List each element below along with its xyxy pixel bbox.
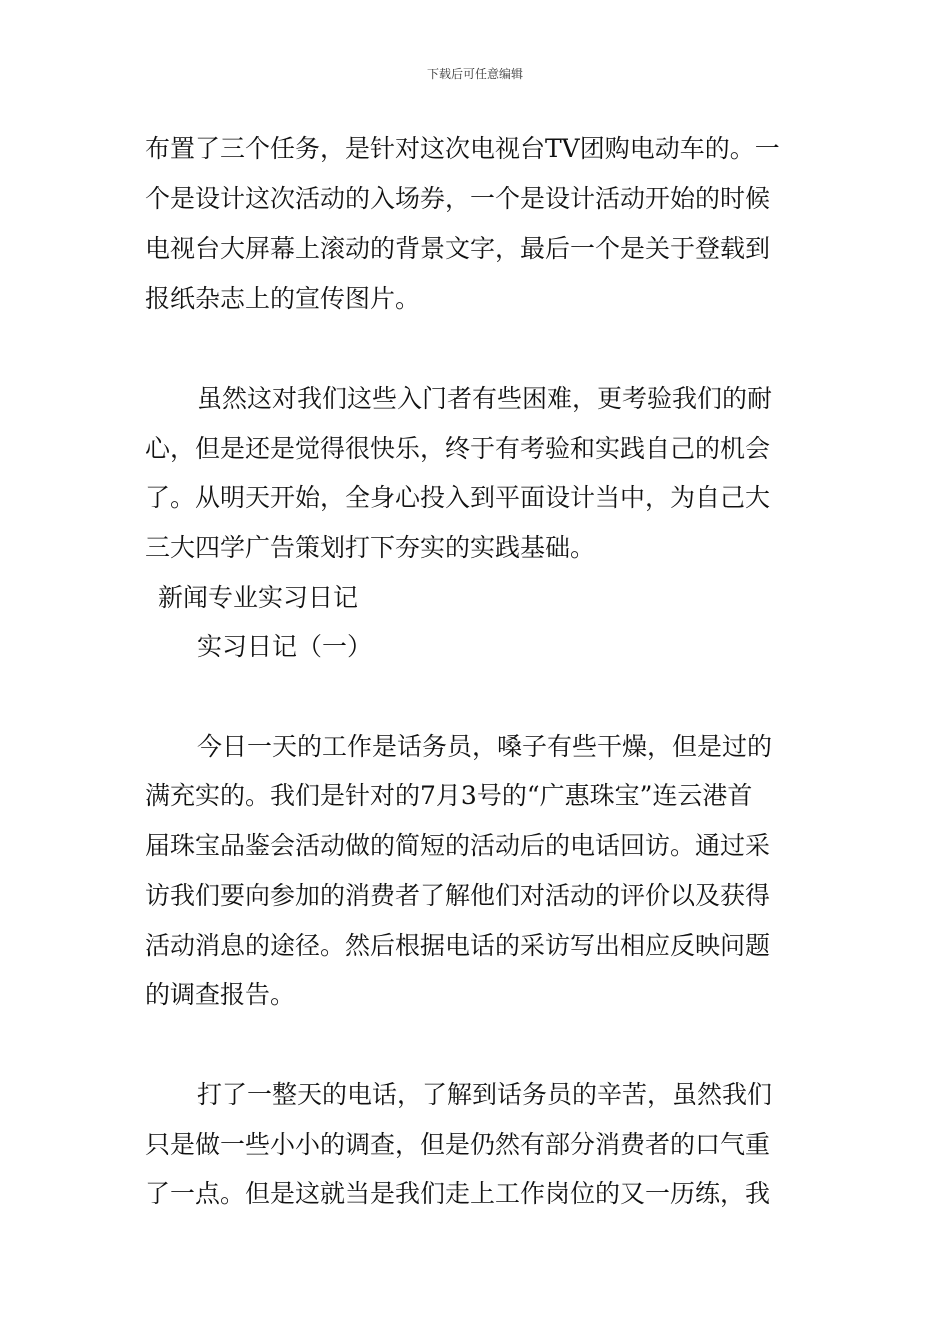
body-line: 报纸杂志上的宣传图片。 xyxy=(145,284,421,313)
body-line: 打了一整天的电话，了解到话务员的辛苦，虽然我们 xyxy=(197,1080,773,1109)
body-line: 只是做一些小小的调查，但是仍然有部分消费者的口气重 xyxy=(145,1130,771,1159)
body-line: 访我们要向参加的消费者了解他们对活动的评价以及获得 xyxy=(145,881,771,910)
body-line: 三大四学广告策划打下夯实的实践基础。 xyxy=(145,533,596,562)
body-line: 布置了三个任务，是针对这次电视台TV团购电动车的。一 xyxy=(145,134,780,163)
body-line: 个是设计这次活动的入场券，一个是设计活动开始的时候 xyxy=(145,184,771,213)
body-line: 心，但是还是觉得很快乐，终于有考验和实践自己的机会 xyxy=(145,434,771,463)
body-line: 了一点。但是这就当是我们走上工作岗位的又一历练，我 xyxy=(145,1179,771,1208)
diary-title: 实习日记（一） xyxy=(197,632,373,661)
body-line: 虽然这对我们这些入门者有些困难，更考验我们的耐 xyxy=(197,384,773,413)
body-line: 了。从明天开始，全身心投入到平面设计当中，为自己大 xyxy=(145,483,771,512)
body-line: 满充实的。我们是针对的7月3号的“广惠珠宝”连云港首 xyxy=(145,781,753,810)
page-header: 下载后可任意编辑 xyxy=(426,67,523,81)
body-line: 活动消息的途径。然后根据电话的采访写出相应反映问题 xyxy=(145,931,771,960)
body-line: 电视台大屏幕上滚动的背景文字，最后一个是关于登载到 xyxy=(145,234,771,263)
body-line: 届珠宝品鉴会活动做的简短的活动后的电话回访。通过采 xyxy=(145,831,771,860)
body-line: 今日一天的工作是话务员，嗓子有些干燥，但是过的 xyxy=(197,732,773,761)
body-line: 的调查报告。 xyxy=(145,980,296,1009)
section-heading: 新闻专业实习日记 xyxy=(158,583,359,612)
